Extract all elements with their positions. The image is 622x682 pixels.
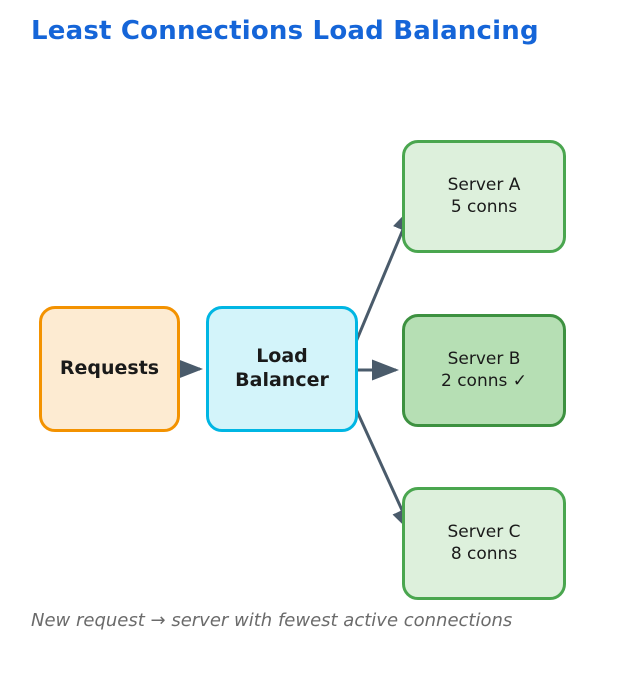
node-server-b-conns: 2 conns ✓ xyxy=(440,370,528,391)
node-server-c[interactable] xyxy=(402,487,566,600)
diagram-caption: New request → server with fewest active connections xyxy=(31,610,513,631)
node-server-b[interactable] xyxy=(402,314,566,427)
node-server-c-conns: 8 conns xyxy=(450,543,518,564)
node-requests-label: Requests xyxy=(59,357,160,380)
node-load-balancer-label-line1: Load xyxy=(256,345,308,368)
node-requests[interactable] xyxy=(39,306,180,432)
node-load-balancer-label-line2: Balancer xyxy=(235,369,329,391)
node-server-a-name: Server A xyxy=(447,175,521,196)
node-server-c-name: Server C xyxy=(447,522,521,543)
node-server-a[interactable] xyxy=(402,140,566,253)
node-server-a-conns: 5 conns xyxy=(450,196,518,217)
page-title: Least Connections Load Balancing xyxy=(31,16,539,46)
node-load-balancer[interactable] xyxy=(206,306,358,432)
node-server-b-name: Server B xyxy=(447,349,521,370)
